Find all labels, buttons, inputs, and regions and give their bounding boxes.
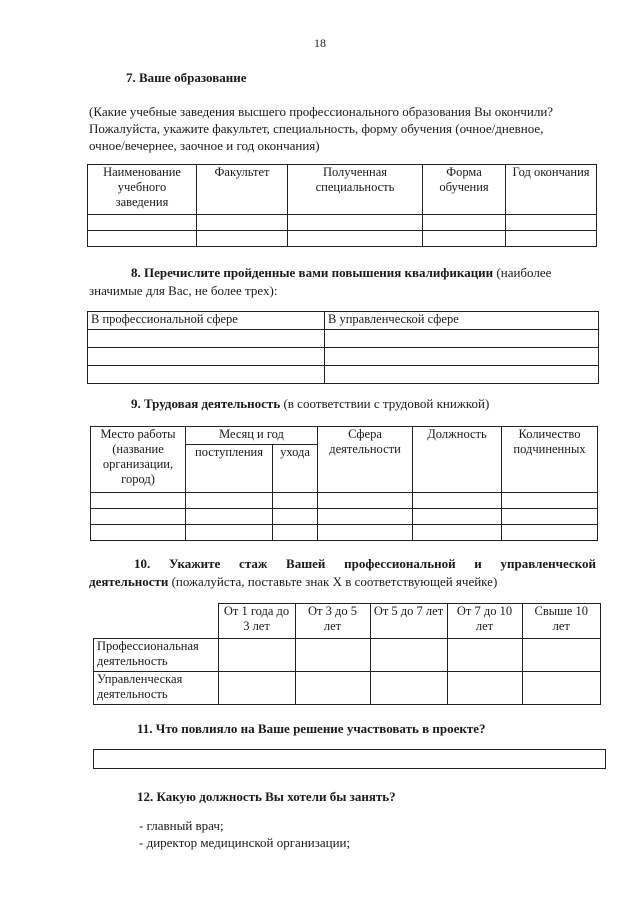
table-row[interactable] (88, 330, 599, 348)
section-8-subtitle: значимые для Вас, не более трех): (89, 283, 278, 298)
col-3-5-years: От 3 до 5 лет (295, 604, 370, 639)
table-row[interactable] (91, 509, 598, 525)
col-over-10-years: Свыше 10 лет (522, 604, 601, 639)
table-row[interactable] (88, 366, 599, 384)
col-study-form: Форма обучения (423, 165, 506, 215)
checkbox-cell[interactable] (295, 639, 370, 672)
section-9-title: 9. Трудовая деятельность (в соответствии с трудовой книжкой) (131, 396, 490, 411)
row-professional-experience: Профессиональная деятельность (94, 639, 219, 672)
section-12-title: 12. Какую должность Вы хотели бы занять? (137, 789, 396, 804)
page-number: 18 (314, 36, 326, 50)
table-row[interactable] (88, 231, 597, 247)
education-table (87, 164, 597, 247)
table-row[interactable] (88, 348, 599, 366)
col-graduation-year: Год окончания (506, 165, 597, 215)
checkbox-cell[interactable] (295, 672, 370, 705)
checkbox-cell[interactable] (218, 672, 295, 705)
checkbox-cell[interactable] (218, 639, 295, 672)
row-managerial-experience: Управленческая деятельность (94, 672, 219, 705)
col-sphere: Сфера деятельности (318, 427, 413, 493)
checkbox-cell[interactable] (447, 639, 522, 672)
employment-table (90, 426, 598, 541)
section-7-title: 7. Ваше образование (126, 70, 247, 85)
col-specialty: Полученная специальность (288, 165, 423, 215)
table-row[interactable] (88, 215, 597, 231)
col-month-year: Месяц и год (186, 427, 318, 445)
section-10-title: 10. Укажите стаж Вашей профессиональной и управленческой (134, 556, 596, 571)
checkbox-cell[interactable] (370, 639, 447, 672)
answer-field[interactable] (93, 749, 606, 769)
list-item: - директор медицинской организации; (139, 835, 351, 850)
checkbox-cell[interactable] (447, 672, 522, 705)
table-row[interactable] (91, 493, 598, 509)
col-7-10-years: От 7 до 10 лет (447, 604, 522, 639)
col-5-7-years: От 5 до 7 лет (370, 604, 447, 639)
checkbox-cell[interactable] (370, 672, 447, 705)
section-10-subtitle: деятельности (пожалуйста, поставьте знак X в соответствующей ячейке) (89, 574, 498, 589)
section-8-title: 8. Перечислите пройденные вами повышения квалификации (наиболее (131, 265, 552, 280)
checkbox-cell[interactable] (522, 672, 601, 705)
col-position: Должность (413, 427, 502, 493)
col-professional: В профессиональной сфере (88, 312, 325, 330)
col-managerial: В управленческой сфере (325, 312, 599, 330)
col-institution: Наименование учебного заведения (88, 165, 197, 215)
section-7-intro: (Какие учебные заведения высшего профессионального образования Вы окончили? Пожалуйста, укажите факультет, специальность, форму обучения (очное/дневное, очное/вечернее, заочное и год окончания) (89, 104, 554, 153)
qualification-table (87, 311, 599, 384)
checkbox-cell[interactable] (522, 639, 601, 672)
col-1-3-years: От 1 года до 3 лет (218, 604, 295, 639)
empty-corner (94, 604, 219, 639)
col-leave: ухода (273, 445, 318, 493)
table-row[interactable] (91, 525, 598, 541)
col-faculty: Факультет (197, 165, 288, 215)
col-subordinates: Количество подчиненных (502, 427, 598, 493)
col-start: поступления (186, 445, 273, 493)
list-item: - главный врач; (139, 818, 224, 833)
experience-table (93, 603, 601, 705)
col-workplace: Место работы (название организации, город) (91, 427, 186, 493)
section-11-title: 11. Что повлияло на Ваше решение участвовать в проекте? (137, 721, 486, 736)
